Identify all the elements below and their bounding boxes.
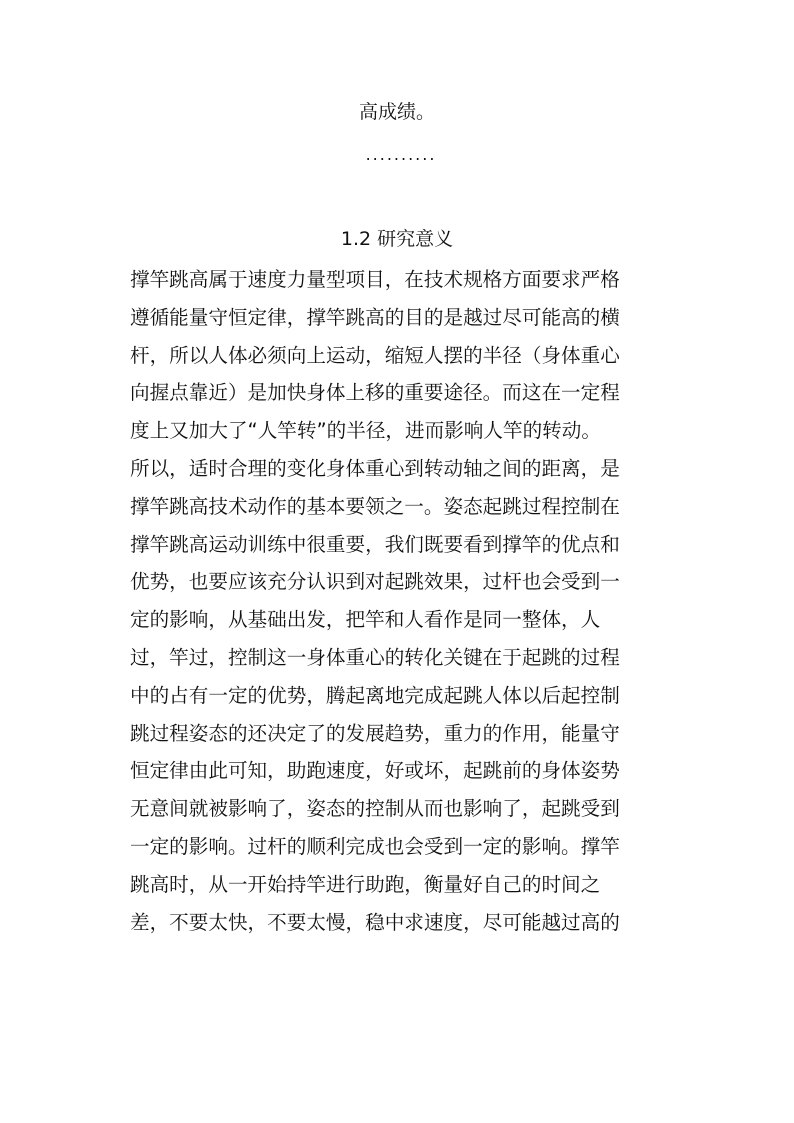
continuation-text: 高成绩。: [358, 101, 435, 123]
paragraph-line: 撑竿跳高运动训练中很重要，我们既要看到撑竿的优点和: [130, 532, 620, 556]
paragraph-line: 中的占有一定的优势，腾起离地完成起跳人体以后起控制: [130, 683, 620, 707]
paragraph-line: 一定的影响。过杆的顺利完成也会受到一定的影响。撑竿: [130, 834, 620, 858]
paragraph-line: 差，不要太快，不要太慢，稳中求速度，尽可能越过高的: [130, 910, 620, 934]
paragraph-line: 撑竿跳高技术动作的基本要领之一。姿态起跳过程控制在: [130, 494, 620, 518]
paragraph-line: 定的影响，从基础出发，把竿和人看作是同一整体，人: [130, 608, 601, 632]
paragraph-line: 过，竿过，控制这一身体重心的转化关键在于起跳的过程: [130, 645, 620, 669]
paragraph-line: 优势，也要应该充分认识到对起跳效果，过杆也会受到一: [130, 570, 620, 594]
paragraph-line: 杆，所以人体必须向上运动，缩短人摆的半径（身体重心: [130, 343, 620, 367]
paragraph-line: 向握点靠近）是加快身体上移的重要途径。而这在一定程: [130, 381, 620, 405]
paragraph-line: 遵循能量守恒定律，撑竿跳高的目的是越过尽可能高的横: [130, 305, 620, 329]
paragraph-line: 跳高时，从一开始持竿进行助跑，衡量好自己的时间之: [130, 872, 601, 896]
paragraph-line: 无意间就被影响了，姿态的控制从而也影响了，起跳受到: [130, 797, 620, 821]
paragraph-line: 撑竿跳高属于速度力量型项目，在技术规格方面要求严格: [130, 268, 620, 291]
paragraph-line: 所以，适时合理的变化身体重心到转动轴之间的距离，是: [130, 456, 620, 480]
ellipsis-separator: ..........: [365, 145, 437, 164]
paragraph-line: 跳过程姿态的还决定了的发展趋势，重力的作用，能量守: [130, 721, 620, 745]
paragraph-line: 恒定律由此可知，助跑速度，好或坏，起跳前的身体姿势: [130, 759, 620, 783]
body-paragraph: [130, 261, 670, 941]
section-heading: 1.2 研究意义: [340, 228, 454, 250]
paragraph-line: 度上又加大了“人竿转”的半径，进而影响人竿的转动。: [130, 419, 601, 443]
